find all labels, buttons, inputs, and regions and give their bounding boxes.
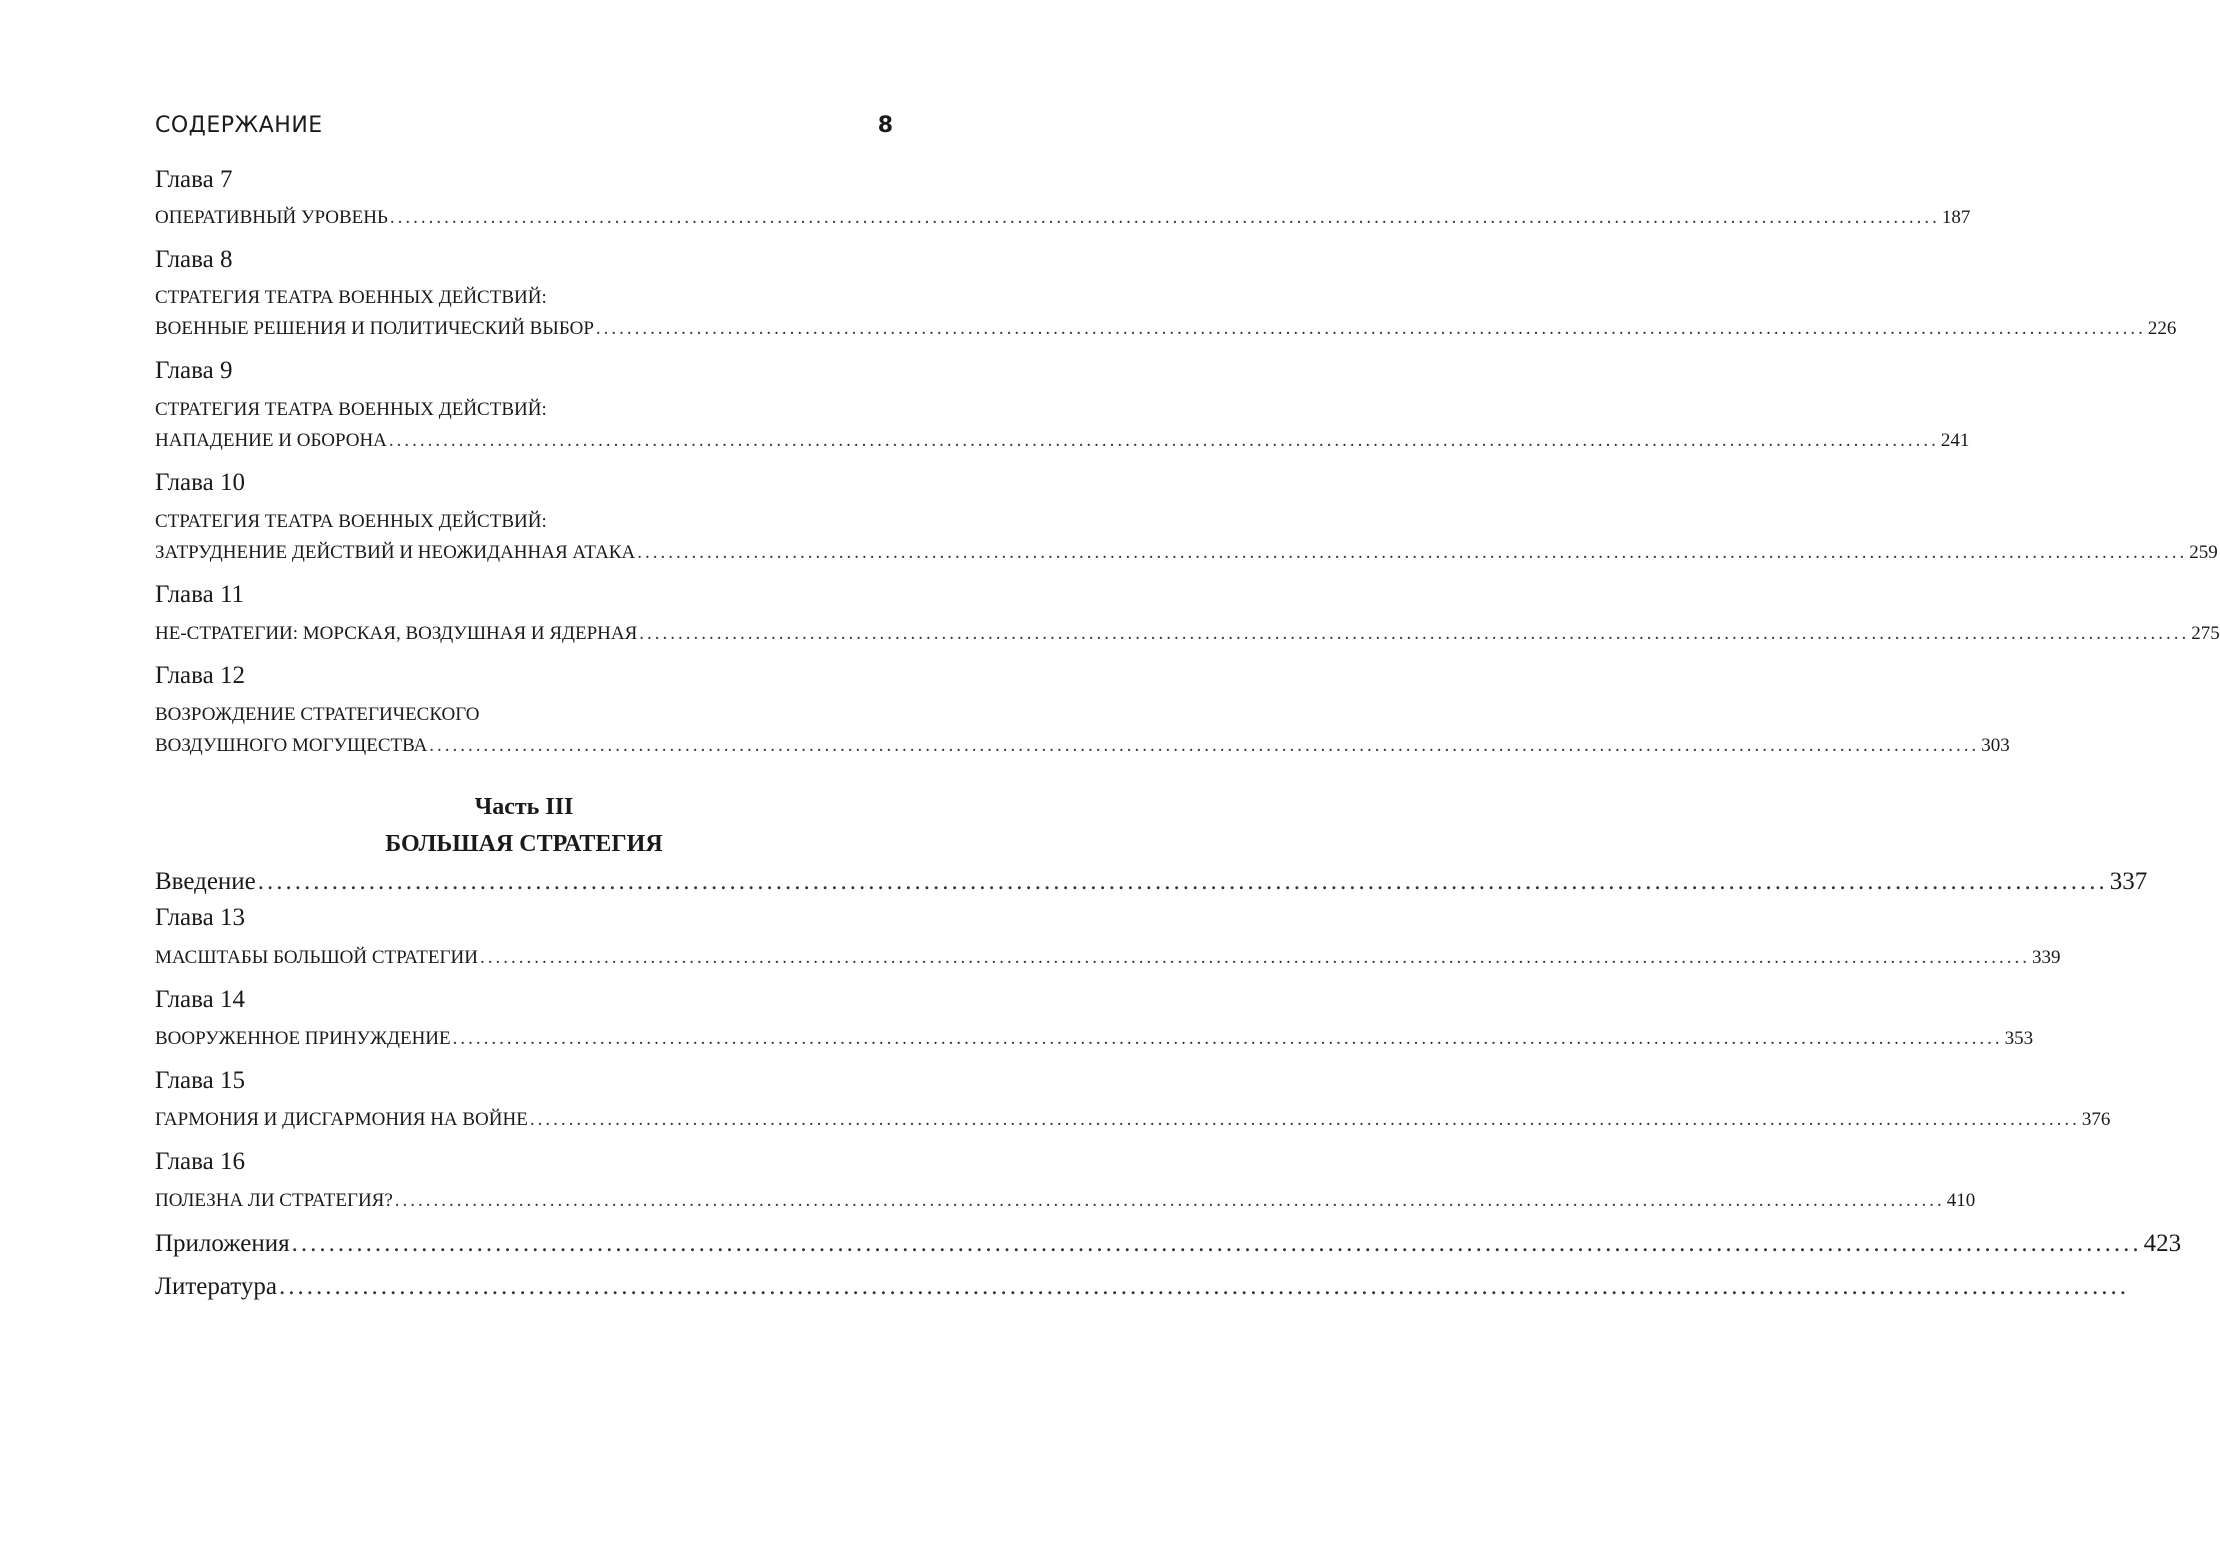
toc-entry-page: 226 [2147,318,2177,339]
chapter-heading: Глава 11 [155,581,245,608]
toc-entry [155,733,2010,759]
chapter-heading: Глава 10 [155,469,245,496]
chapter-heading: Глава 13 [155,904,245,931]
toc-entry-title: ВОЗРОЖДЕНИЕ СТРАТЕГИЧЕСКОГО [155,704,480,725]
toc-entry-line [155,397,893,423]
leader-dots: ........................................................................................................................................................................................................ [637,542,2188,563]
toc-entry-title: СТРАТЕГИЯ ТЕАТРА ВОЕННЫХ ДЕЙСТВИЙ: [155,511,547,532]
leader-dots: ........................................................................................................................................................................................................ [529,1109,2080,1130]
chapter-heading: Глава 9 [155,357,233,384]
leader-dots: ........................................................................................................................................................................................................ [452,1028,2003,1049]
chapter-heading: Глава 15 [155,1067,245,1094]
leader-dots: ........................................................................................................................................................................................................ [388,430,1939,451]
toc-entry-title: НЕ-СТРАТЕГИИ: МОРСКАЯ, ВОЗДУШНАЯ И ЯДЕРНАЯ [155,623,638,644]
toc-entry-line [155,702,893,728]
toc-entry-title: СТРАТЕГИЯ ТЕАТРА ВОЕННЫХ ДЕЙСТВИЙ: [155,287,547,308]
toc-entry-line [155,285,893,311]
leader-dots: ........................................................................................................................................................................................................ [389,207,1940,228]
toc-entry-title: ПОЛЕЗНА ЛИ СТРАТЕГИЯ? [155,1190,393,1211]
toc-entry-title: ВООРУЖЕННОЕ ПРИНУЖДЕНИЕ [155,1028,451,1049]
toc-entry-page: 275 [2191,623,2220,644]
leader-dots: ........................................................................................................................................................................................................ [639,623,2190,644]
toc-entry-page: 187 [1941,207,1971,228]
chapter-heading: Глава 16 [155,1148,245,1175]
toc-entry [155,540,2218,566]
toc-entry-page: 376 [2081,1109,2111,1130]
toc-entry [155,621,2220,647]
toc-entry-title: ВОЗДУШНОГО МОГУЩЕСТВА [155,735,428,756]
toc-entry-page: 303 [1981,735,2010,756]
leader-dots: ........................................................................................................................................................................................................ [595,318,2146,339]
leader-dots: ........................................................................................................................................................................................................ [291,1230,2142,1257]
toc-entry-title: ВОЕННЫЕ РЕШЕНИЯ И ПОЛИТИЧЕСКИЙ ВЫБОР [155,318,594,339]
leader-dots: ........................................................................................................................................................................................................ [257,868,2108,895]
toc-entry [155,1272,2129,1302]
running-header-title: СОДЕРЖАНИЕ [155,112,323,138]
toc-entry-title: МАСШТАБЫ БОЛЬШОЙ СТРАТЕГИИ [155,947,478,968]
chapter-heading: Глава 14 [155,986,245,1013]
leader-dots: ........................................................................................................................................................................................................ [429,735,1980,756]
toc-entry-title: ЗАТРУДНЕНИЕ ДЕЙСТВИЙ И НЕОЖИДАННАЯ АТАКА [155,542,636,563]
toc-entry [155,205,1971,231]
toc-entry-page: 259 [2189,542,2218,563]
toc-entry-title: Введение [155,868,256,895]
toc-entry [155,428,1970,454]
toc-entry [155,316,2177,342]
toc-entry-title: НАПАДЕНИЕ И ОБОРОНА [155,430,387,451]
leader-dots: ........................................................................................................................................................................................................ [279,1273,2129,1300]
toc-entry [155,1188,1976,1214]
toc-entry-page: 353 [2004,1028,2034,1049]
toc-entry [155,945,2061,971]
part-label: Часть III [474,794,574,820]
leader-dots: ........................................................................................................................................................................................................ [394,1190,1945,1211]
toc-entry-title: СТРАТЕГИЯ ТЕАТРА ВОЕННЫХ ДЕЙСТВИЙ: [155,399,547,420]
toc-entry [155,867,2148,897]
toc-entry-line [155,509,893,535]
toc-entry-page: 339 [2031,947,2061,968]
toc-entry-page: 337 [2109,868,2148,895]
table-of-contents [155,0,2220,1552]
toc-entry-title: ГАРМОНИЯ И ДИСГАРМОНИЯ НА ВОЙНЕ [155,1109,528,1130]
toc-entry [155,1026,2034,1052]
toc-entry-page: 241 [1940,430,1970,451]
toc-entry-title: Литература [155,1273,277,1300]
toc-entry [155,1107,2111,1133]
toc-entry-page: 423 [2143,1230,2182,1257]
toc-entry-title: ОПЕРАТИВНЫЙ УРОВЕНЬ [155,207,388,228]
toc-entry-title: Приложения [155,1230,290,1257]
chapter-heading: Глава 8 [155,246,233,273]
part-title: БОЛЬШАЯ СТРАТЕГИЯ [385,831,663,857]
toc-entry-page: 410 [1946,1190,1976,1211]
chapter-heading: Глава 7 [155,166,233,193]
chapter-heading: Глава 12 [155,662,245,689]
leader-dots: ........................................................................................................................................................................................................ [479,947,2030,968]
toc-entry [155,1229,2182,1259]
page-number: 8 [877,112,893,138]
